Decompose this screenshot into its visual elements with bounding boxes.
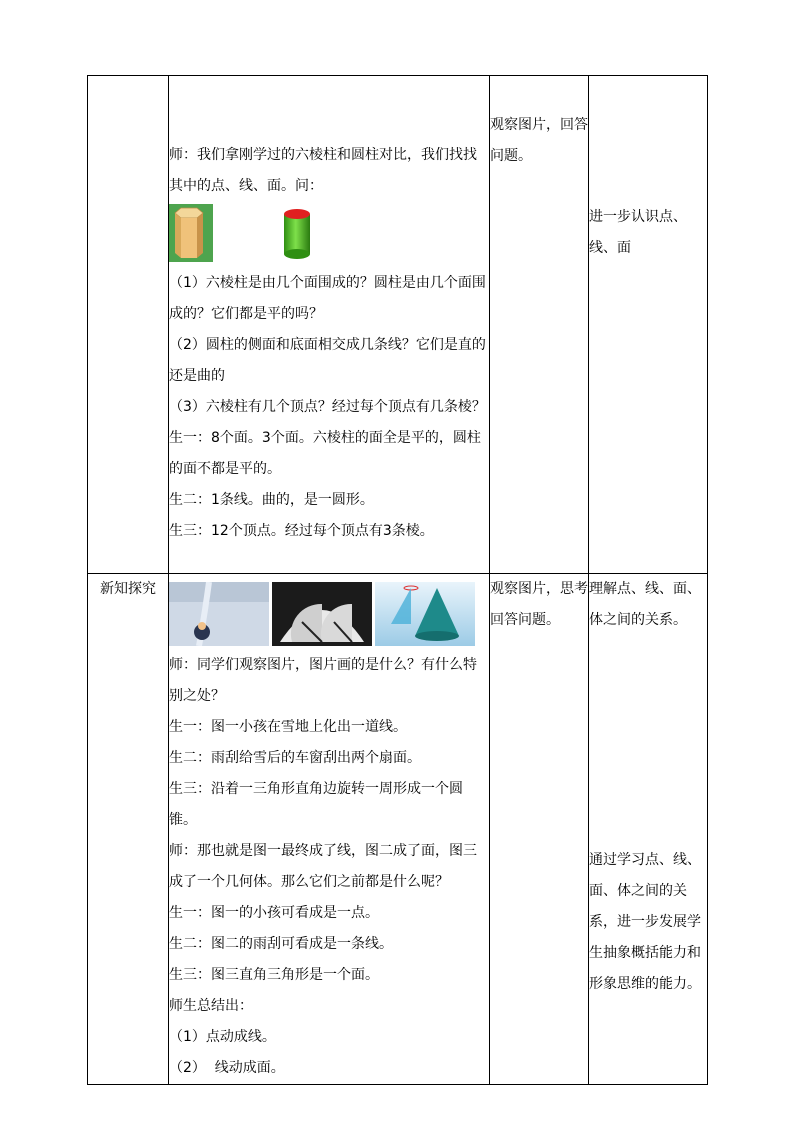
cone-rotation-photo [375,582,475,646]
student-answer-5: 生二：图二的雨刮可看成是一条线。 [169,936,393,952]
stage-cell [88,574,169,1085]
student-activity-text: 观察图片，思考回答问题。 [490,581,588,628]
student-answer-3: 生三：12个顶点。经过每个顶点有3条棱。 [169,523,434,539]
teacher-followup: 师：那也就是图一最终成了线，图二成了面，图三成了一个几何体。那么它们之前都是什么呢？ [169,843,477,890]
teacher-activity-cell [169,574,490,1085]
student-activity-cell [490,574,589,1085]
hexagonal-prism-image [169,204,213,262]
teacher-question: 师：我们拿刚学过的六棱柱和圆柱对比，我们找找其中的点、线、面。问： [169,147,477,194]
student-answer-4: 生一：图一的小孩可看成是一点。 [169,905,379,921]
cylinder-image [277,204,317,262]
design-intent-text-2: 通过学习点、线、面、体之间的关系，进一步发展学生抽象概括能力和形象思维的能力。 [589,852,701,992]
student-answer-2: 生二：1条线。曲的，是一圆形。 [169,492,374,508]
summary-heading: 师生总结出： [169,998,253,1014]
design-intent-cell [589,574,708,1085]
student-answer-2: 生二：雨刮给雪后的车窗刮出两个扇面。 [169,750,421,766]
stage-label: 新知探究 [100,581,156,597]
student-answer-6: 生三：图三直角三角形是一个面。 [169,967,379,983]
design-intent-text: 进一步认识点、线、面 [589,209,687,256]
teacher-activity-cell [169,76,490,574]
student-activity-text: 观察图片，回答问题。 [490,117,588,164]
lesson-plan-table [87,75,708,1085]
solids-figure [169,204,489,264]
table-row [88,574,708,1085]
question-3: （3）六棱柱有几个顶点？经过每个顶点有几条棱？ [169,399,486,415]
summary-point-2: （2） 线动成面。 [169,1060,285,1076]
sled-snow-photo [169,582,269,646]
design-intent-text-1: 理解点、线、面、体之间的关系。 [589,581,701,628]
summary-point-1: （1）点动成线。 [169,1029,276,1045]
student-answer-3: 生三：沿着一三角形直角边旋转一周形成一个圆锥。 [169,781,463,828]
student-answer-1: 生一：图一小孩在雪地上化出一道线。 [169,719,407,735]
design-intent-cell [589,76,708,574]
stage-cell [88,76,169,574]
student-activity-cell [490,76,589,574]
windshield-wiper-photo [272,582,372,646]
teacher-question: 师：同学们观察图片，图片画的是什么？有什么特别之处？ [169,657,477,704]
table-row [88,76,708,574]
photos-figure [169,582,489,646]
question-2: （2）圆柱的侧面和底面相交成几条线？它们是直的还是曲的 [169,337,486,384]
student-answer-1: 生一：8个面。3个面。六棱柱的面全是平的，圆柱的面不都是平的。 [169,430,481,477]
question-1: （1）六棱柱是由几个面围成的？圆柱是由几个面围成的？它们都是平的吗？ [169,275,486,322]
